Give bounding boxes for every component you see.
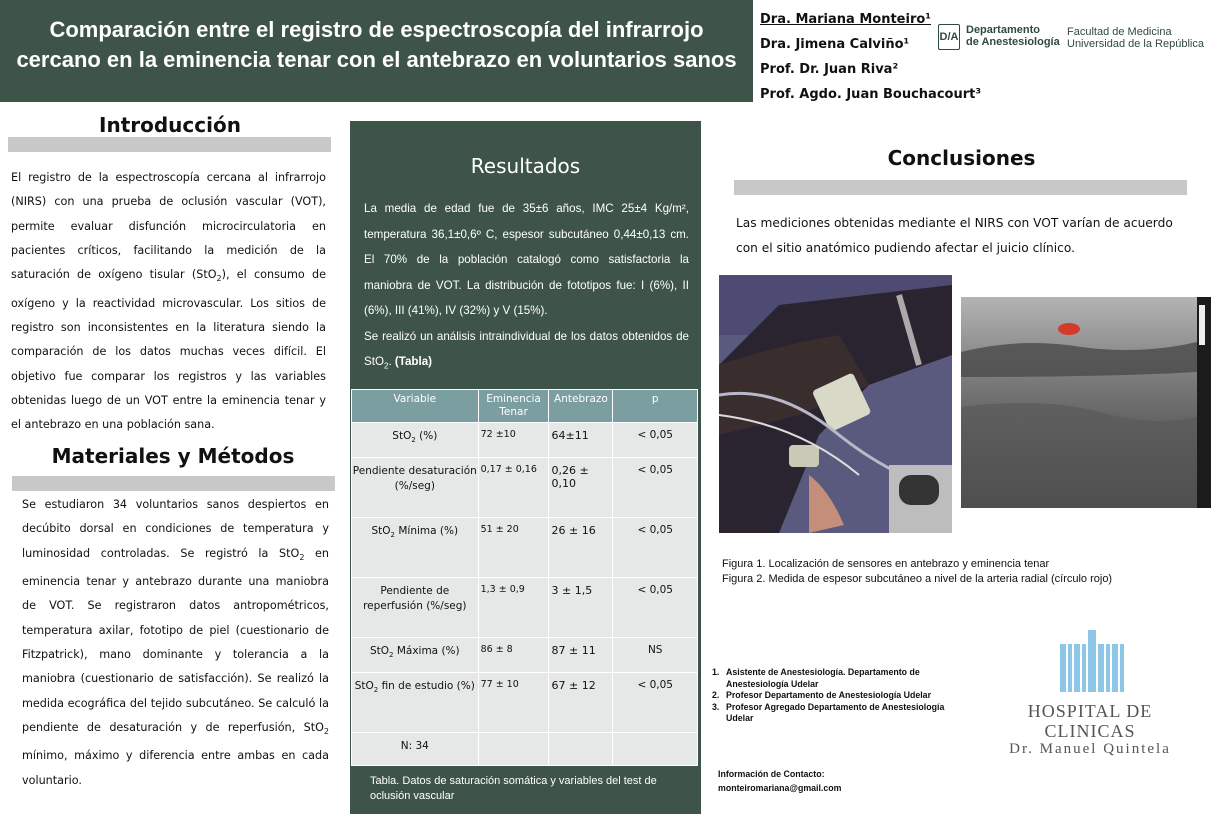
table-row: [352, 458, 698, 518]
figure-captions: [722, 557, 1112, 587]
figure-1-caption: Figura 1. Localización de sensores en antebrazo y eminencia tenar: [722, 558, 1050, 570]
author-3: Prof. Dr. Juan Riva²: [760, 62, 899, 77]
cell-p: < 0,05: [613, 423, 698, 458]
contact-label: Información de Contacto:: [718, 769, 825, 779]
fac-line-2: Universidad de la República: [1067, 38, 1204, 50]
hospital-logo: [980, 630, 1200, 757]
cell-p: < 0,05: [613, 458, 698, 518]
table-row: [352, 638, 698, 673]
hospital-subname: Dr. Manuel Quintela: [1009, 741, 1171, 757]
contact-info: [718, 767, 841, 795]
cell-empty: [478, 733, 549, 766]
author-2: Dra. Jimena Calviño¹: [760, 37, 910, 52]
footnote-item: 3. Profesor Agregado Departamento de Anestesiología Udelar: [712, 701, 945, 723]
cell-empty: [549, 733, 613, 766]
cell-p: < 0,05: [613, 518, 698, 578]
methods-rule: [12, 476, 335, 491]
figure-1-photo: [719, 275, 952, 533]
table-row: [352, 673, 698, 733]
methods-text: Se estudiaron 34 voluntarios sanos despiertos en decúbito dorsal en condiciones de temperatura y luminosidad controladas. Se registró la StO$_2$ en eminencia tenar y antebrazo durante una maniobra de VOT. Se registraron datos antropométricos, temperatura axilar, fototipo de piel (cuestionario de Fitzpatrick), mano dominante y tolerancia a la maniobra (cuestionario de satisfacción). Se realizó la medida ecográfica del tejido subcutáneo. Se calculó la pendiente de desaturación y de reperfusión, StO$_2$ mínimo, máximo y diferencia entre ambas en cada voluntario.: [22, 498, 329, 787]
conclusions-rule: [734, 180, 1187, 195]
table-row: [352, 423, 698, 458]
cell-variable: Pendiente de reperfusión (%/seg): [352, 578, 479, 638]
author-1: Dra. Mariana Monteiro¹: [760, 12, 931, 27]
fac-line-1: Facultad de Medicina: [1067, 26, 1172, 38]
table-row: [352, 733, 698, 766]
methods-heading: Materiales y Métodos: [51, 444, 295, 468]
cell-p: NS: [613, 638, 698, 673]
hospital-building-icon: [1050, 630, 1130, 692]
cell-variable: StO$_2$ fin de estudio (%): [352, 673, 479, 733]
affiliation-footnotes: [712, 667, 962, 725]
cell-p: < 0,05: [613, 673, 698, 733]
cell-variable: StO$_2$ Máxima (%): [352, 638, 479, 673]
col-header-antebrazo: Antebrazo: [549, 390, 613, 423]
cell-antebrazo: 3 ± 1,5: [549, 578, 613, 638]
conclusions-text: Las mediciones obtenidas mediante el NIRS con VOT varían de acuerdo con el sitio anatómico pudiendo afectar el juicio clínico.: [736, 216, 1173, 255]
left-column: [0, 102, 340, 814]
cell-empty: [613, 733, 698, 766]
cell-variable: StO$_2$ Mínima (%): [352, 518, 479, 578]
cell-antebrazo: 0,26 ± 0,10: [549, 458, 613, 518]
title-line-1: Comparación entre el registro de espectroscopía del infrarrojo: [49, 17, 704, 42]
hospital-name: HOSPITAL DE CLINICAS: [1027, 701, 1153, 741]
author-list: [760, 7, 981, 107]
title-line-2: cercano en la eminencia tenar con el antebrazo en voluntarios sanos: [16, 47, 737, 72]
cell-antebrazo: 64±11: [549, 423, 613, 458]
footnote-item: 2. Profesor Departamento de Anestesiología Udelar: [712, 690, 931, 700]
intro-rule: [8, 137, 331, 152]
cell-tenar: 51 ± 20: [478, 518, 549, 578]
cell-variable: StO$_2$ (%): [352, 423, 479, 458]
author-4: Prof. Agdo. Juan Bouchacourt³: [760, 87, 982, 102]
figure-2-caption: Figura 2. Medida de espesor subcutáneo a nivel de la arteria radial (círculo rojo): [722, 573, 1113, 585]
results-text: La media de edad fue de 35±6 años, IMC 25±4 Kg/m², temperatura 36,1±0,6º C, espesor subcutáneo 0,44±0,13 cm. El 70% de la población catalogó como satisfactoria la maniobra de VOT. La distribución de fototipos fue: I (6%), II (6%), III (41%), IV (32%) y V (15%). Se realizó un análisis intraindividual de los datos obtenidos de StO$_2$. (Tabla): [364, 202, 689, 371]
results-heading: Resultados: [470, 154, 581, 178]
footnote-item: 1. Asistente de Anestesiología. Departamento de Anestesiología Udelar: [712, 667, 920, 689]
col-header-p: p: [613, 390, 698, 423]
cell-tenar: 77 ± 10: [478, 673, 549, 733]
conclusions-heading: Conclusiones: [887, 146, 1036, 170]
dept-line-1: Departamento: [966, 24, 1040, 36]
cell-variable: Pendiente desaturación (%/seg): [352, 458, 479, 518]
cell-antebrazo: 87 ± 11: [549, 638, 613, 673]
arm-sensors-image: [719, 275, 952, 533]
poster-title: [0, 0, 753, 102]
cell-n-label: N: 34: [352, 733, 479, 766]
dept-line-2: de Anestesiología: [966, 36, 1060, 48]
table-row: [352, 578, 698, 638]
cell-antebrazo: 26 ± 16: [549, 518, 613, 578]
table-row: [352, 518, 698, 578]
cell-antebrazo: 67 ± 12: [549, 673, 613, 733]
results-table: [351, 389, 698, 766]
department-logo: [938, 24, 1060, 50]
cell-tenar: 86 ± 8: [478, 638, 549, 673]
cell-tenar: 0,17 ± 0,16: [478, 458, 549, 518]
intro-text: El registro de la espectroscopía cercana al infrarrojo (NIRS) con una prueba de oclusión vascular (VOT), permite evaluar disfunción microcirculatoria en pacientes críticos, facilitando la medición de la saturación de oxígeno tisular (StO$_2$), el consumo de oxígeno y la reactividad microvascular. Los sitios de registro son inconsistentes en la literatura siendo la comparación de los datos muchas veces difícil. El objetivo fue comparar los registros y las variables obtenidas luego de un VOT entre la eminencia tenar y el antebrazo en una población sana.: [11, 171, 326, 432]
ultrasound-image: [961, 297, 1211, 508]
figure-2-ultrasound: [961, 297, 1211, 508]
contact-email: monteiromariana@gmail.com: [718, 783, 842, 793]
col-header-variable: Variable: [352, 390, 479, 423]
intro-heading: Introducción: [99, 113, 241, 137]
cell-tenar: 1,3 ± 0,9: [478, 578, 549, 638]
table-caption: Tabla. Datos de saturación somática y variables del test de oclusión vascular: [370, 775, 657, 802]
department-logo-icon: D/A: [938, 24, 960, 50]
col-header-tenar: Eminencia Tenar: [478, 390, 549, 423]
table-header-row: [352, 390, 698, 423]
cell-p: < 0,05: [613, 578, 698, 638]
faculty-logo: [1067, 26, 1204, 50]
cell-tenar: 72 ±10: [478, 423, 549, 458]
